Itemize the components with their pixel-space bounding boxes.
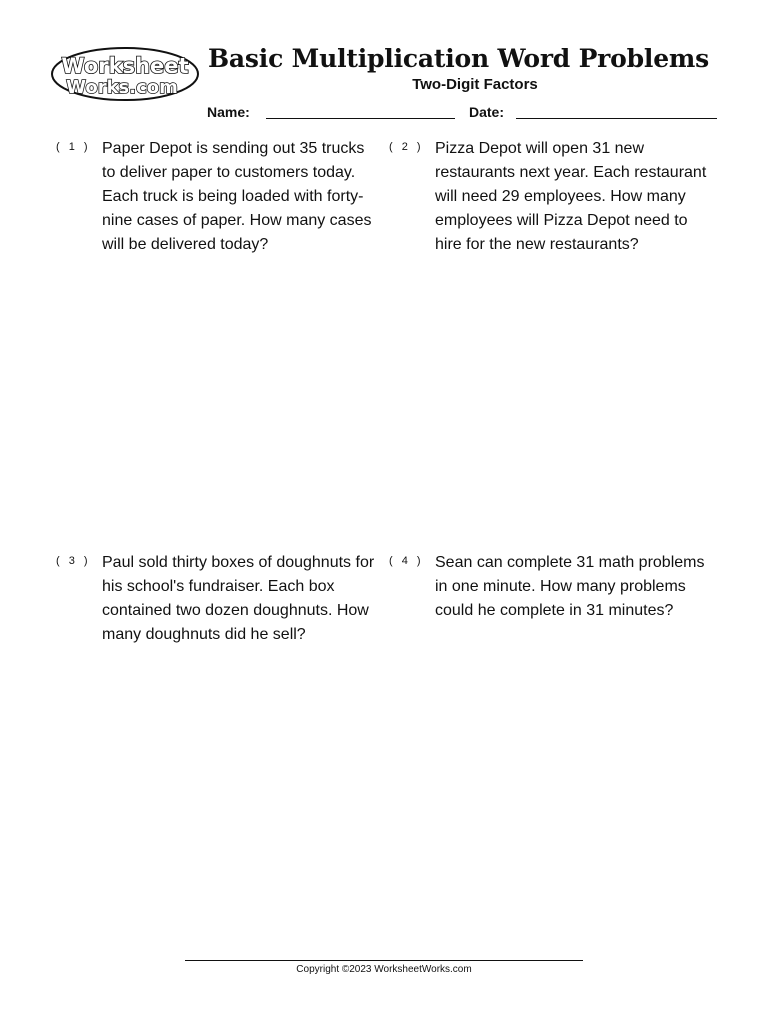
date-field[interactable] (516, 118, 717, 119)
logo-text-line1: Worksheet (61, 54, 189, 78)
problem-number: ( 3 ) (56, 555, 91, 567)
worksheetworks-logo (50, 46, 200, 102)
page-subtitle: Two-Digit Factors (412, 76, 538, 93)
copyright-text: Copyright ©2023 WorksheetWorks.com (296, 964, 472, 975)
date-label: Date: (469, 104, 505, 120)
problem-number: ( 2 ) (389, 141, 424, 153)
problem-text: Paper Depot is sending out 35 trucks to deliver paper to customers today. Each truck is being loaded with forty-nine cases of paper. How many cases will be delivered today? (102, 140, 372, 253)
problem-text: Paul sold thirty boxes of doughnuts for his school's fundraiser. Each box contained two dozen doughnuts. How many doughnuts did he sell? (102, 554, 375, 643)
footer-divider (185, 960, 583, 961)
problem-text: Sean can complete 31 math problems in one minute. How many problems could he complete in 31 minutes? (435, 554, 705, 619)
name-label: Name: (207, 104, 250, 120)
problem-number: ( 4 ) (389, 555, 424, 567)
problem-number: ( 1 ) (56, 141, 91, 153)
problem-text: Pizza Depot will open 31 new restaurants next year. Each restaurant will need 29 employees. How many employees will Pizza Depot need to hire for the new restaurants? (435, 140, 707, 253)
logo-text-line2: Works.com (66, 77, 178, 98)
name-field[interactable] (266, 118, 455, 119)
page-title: Basic Multiplication Word Problems (208, 44, 710, 73)
